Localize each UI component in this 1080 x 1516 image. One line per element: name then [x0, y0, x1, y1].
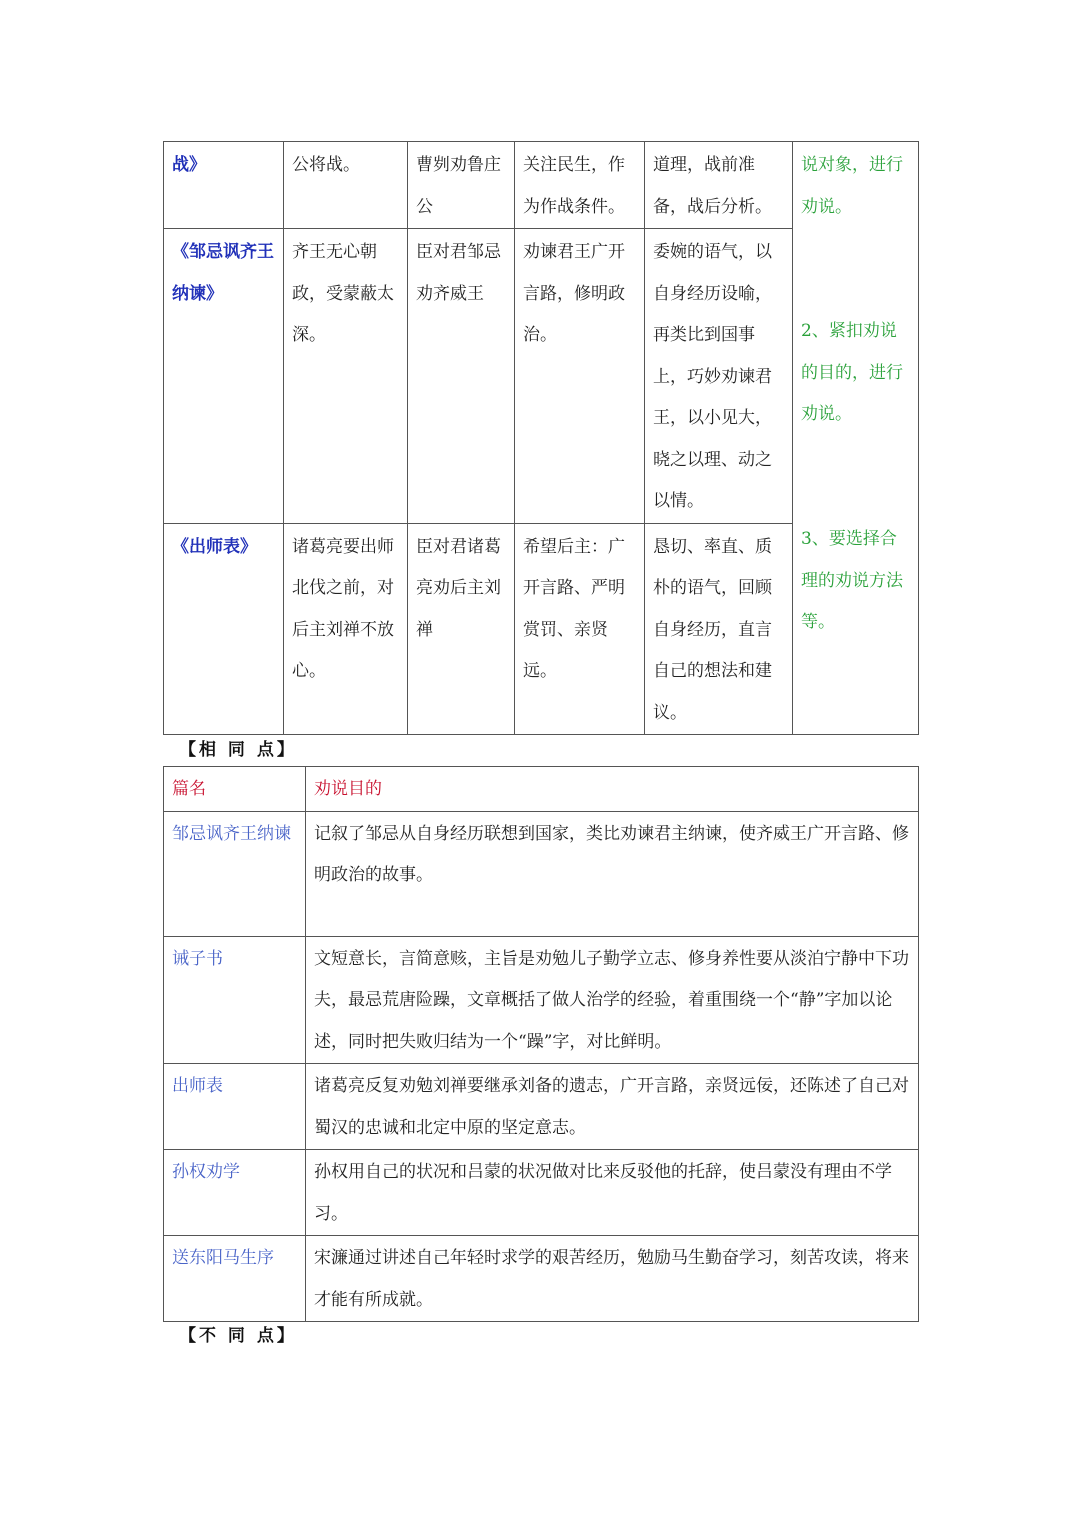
table-row: [164, 1150, 919, 1236]
article-title-cell: 《邹忌讽齐王纳谏》: [164, 229, 284, 524]
article-title-cell: 邹忌讽齐王纳谏: [164, 811, 306, 936]
summary-point-1: 说对象，进行劝说。: [801, 155, 903, 217]
table-row: [164, 1236, 919, 1322]
summary-point-3: 3、要选择合理的劝说方法等。: [801, 529, 903, 632]
article-title-cell: 《出师表》: [164, 523, 284, 735]
goal-cell: 劝谏君王广开言路，修明政治。: [515, 229, 645, 524]
table-row: [164, 1064, 919, 1150]
table-header-row: [164, 767, 919, 812]
article-title-cell: 出师表: [164, 1064, 306, 1150]
table-row: [164, 811, 919, 936]
purpose-cell: 文短意长，言简意赅，主旨是劝勉儿子勤学立志、修身养性要从淡泊宁静中下功夫，最忌荒唐险躁，文章概括了做人治学的经验，着重围绕一个“静”字加以论述，同时把失败归结为一个“躁”字，对比鲜明。: [306, 936, 919, 1064]
method-cell: 恳切、率直、质朴的语气，回顾自身经历，直言自己的想法和建议。: [645, 523, 793, 735]
background-cell: 齐王无心朝政，受蒙蔽太深。: [284, 229, 408, 524]
section-heading-similarities: 【相 同 点】: [179, 740, 297, 760]
header-title-column: 篇名: [164, 767, 306, 812]
people-cell: 臣对君诸葛亮劝后主刘禅: [408, 523, 515, 735]
method-cell: 委婉的语气，以自身经历设喻，再类比到国事上，巧妙劝谏君王，以小见大，晓之以理、动之以情。: [645, 229, 793, 524]
purpose-cell: 孙权用自己的状况和吕蒙的状况做对比来反驳他的托辞，使吕蒙没有理由不学习。: [306, 1150, 919, 1236]
article-title-cell: 战》: [164, 142, 284, 229]
persuasion-comparison-table: [163, 141, 919, 735]
section-heading-differences: 【不 同 点】: [179, 1326, 297, 1346]
article-title-cell: 诫子书: [164, 936, 306, 1064]
method-cell: 道理，战前准备，战后分析。: [645, 142, 793, 229]
purpose-cell: 记叙了邹忌从自身经历联想到国家，类比劝谏君主纳谏，使齐威王广开言路、修明政治的故事。: [306, 811, 919, 936]
table-row: [164, 142, 919, 229]
article-title-cell: 送东阳马生序: [164, 1236, 306, 1322]
people-cell: 曹刿劝鲁庄公: [408, 142, 515, 229]
people-cell: 臣对君邹忌劝齐威王: [408, 229, 515, 524]
summary-cell: [793, 142, 919, 735]
goal-cell: 关注民生，作为作战条件。: [515, 142, 645, 229]
goal-cell: 希望后主：广开言路、严明赏罚、亲贤远。: [515, 523, 645, 735]
background-cell: 诸葛亮要出师北伐之前，对后主刘禅不放心。: [284, 523, 408, 735]
table-row: [164, 936, 919, 1064]
purpose-cell: 诸葛亮反复劝勉刘禅要继承刘备的遗志，广开言路，亲贤远佞，还陈述了自己对蜀汉的忠诚和北定中原的坚定意志。: [306, 1064, 919, 1150]
background-cell: 公将战。: [284, 142, 408, 229]
purpose-cell: 宋濂通过讲述自己年轻时求学的艰苦经历，勉励马生勤奋学习，刻苦攻读，将来才能有所成就。: [306, 1236, 919, 1322]
header-purpose-column: 劝说目的: [306, 767, 919, 812]
article-title-cell: 孙权劝学: [164, 1150, 306, 1236]
persuasion-purpose-table: [163, 766, 919, 1322]
summary-point-2: 2、紧扣劝说的目的，进行劝说。: [801, 321, 903, 424]
